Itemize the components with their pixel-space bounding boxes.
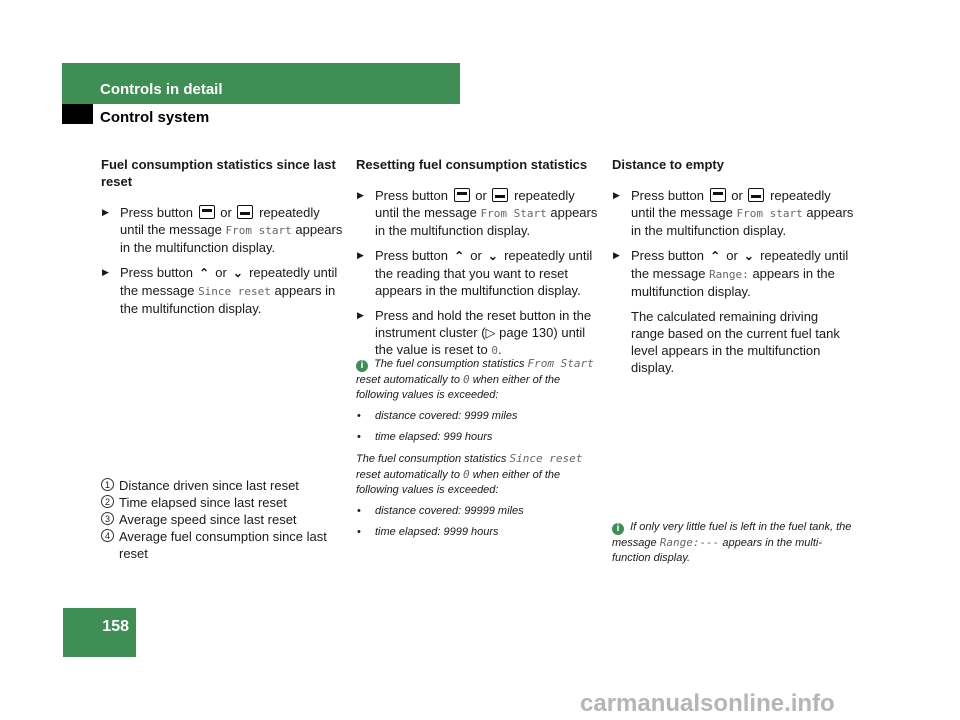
paragraph: The calculated remaining driving range based on the current fuel tank level appears in the multifunction display. (631, 309, 840, 375)
step: ▶ Press and hold the reset button in the instrument cluster (▷ page 130) until the value is reset to 0. (356, 307, 598, 359)
button-down-icon (748, 188, 764, 202)
watermark: carmanualsonline.info (580, 690, 835, 717)
callout-number: 1 (101, 478, 114, 491)
info-note-range: i If only very little fuel is left in the fuel tank, the message Range:--- appears in the multi-function display. (612, 521, 852, 564)
section-title: Controls in detail (100, 81, 223, 98)
arrow-down-icon: ⌄ (743, 249, 754, 263)
heading-fuel-stats: Fuel consumption statistics since last reset (101, 157, 336, 189)
bullet-item: • time elapsed: 999 hours (356, 430, 598, 445)
step: ▶ Press button or repeatedly until the message From start appears in the multifunction display. (612, 187, 854, 239)
step: ▶ Press button ⌃ or ⌄ repeatedly until the message Range: appears in the multifunction display. (612, 247, 854, 300)
info-icon: i (356, 360, 368, 372)
arrow-up-icon: ⌃ (454, 249, 465, 263)
button-down-icon (492, 188, 508, 202)
arrow-up-icon: ⌃ (710, 249, 721, 263)
display-message: From Start (480, 207, 547, 220)
legend-item: 1 Distance driven since last reset (101, 477, 347, 494)
header-marker (62, 104, 93, 124)
arrow-down-icon: ⌄ (232, 266, 243, 280)
column-distance-empty (612, 156, 854, 384)
arrow-up-icon: ⌃ (199, 266, 210, 280)
display-message: From start (225, 224, 292, 237)
button-down-icon (237, 205, 253, 219)
step: ▶ Press button ⌃ or ⌄ repeatedly until the reading that you want to reset appears in the multifunction display. (356, 247, 598, 299)
step: ▶ Press button or repeatedly until the message From start appears in the multifunction display. (101, 204, 347, 256)
step: ▶ Press button or repeatedly until the message From Start appears in the multifunction display. (356, 187, 598, 239)
legend-item: 4 Average fuel consumption since last reset (101, 528, 347, 562)
heading-reset-stats: Resetting fuel consumption statistics (356, 157, 588, 172)
column-reset-stats (356, 156, 598, 367)
page-number: 158 (102, 618, 129, 635)
display-value: 0 (491, 344, 498, 357)
legend-item: 2 Time elapsed since last reset (101, 494, 347, 511)
bullet-item: • distance covered: 9999 miles (356, 409, 598, 424)
arrow-down-icon: ⌄ (487, 249, 498, 263)
button-up-icon (710, 188, 726, 202)
button-up-icon (199, 205, 215, 219)
step: ▶ Press button ⌃ or ⌄ repeatedly until the message Since reset appears in the multifunction display. (101, 264, 347, 317)
bullet-item: • time elapsed: 9999 hours (356, 525, 598, 540)
display-message: Since reset (198, 285, 271, 298)
callout-number: 2 (101, 495, 114, 508)
callout-number: 3 (101, 512, 114, 525)
display-message: From start (736, 207, 803, 220)
callout-number: 4 (101, 529, 114, 542)
display-message: Range: (709, 268, 749, 281)
bullet-item: • distance covered: 99999 miles (356, 504, 598, 519)
button-up-icon (454, 188, 470, 202)
legend-list (101, 477, 347, 562)
info-icon: i (612, 523, 624, 535)
column-fuel-stats (101, 156, 347, 325)
info-note-reset: i The fuel consumption statistics From Start reset automatically to 0 when either of the following values is exceeded: • distance covered: 9999 miles • time elapsed: 999 hours The fuel consumption statistics Since reset reset automatically to 0 when either of the following values is exceeded: • distance covered: 99999 miles • time elapsed: 9999 hours (356, 356, 598, 546)
subsection-title: Control system (100, 109, 210, 126)
page-ref-icon: ▷ (485, 325, 496, 340)
heading-distance-empty: Distance to empty (612, 157, 724, 172)
legend-item: 3 Average speed since last reset (101, 511, 347, 528)
